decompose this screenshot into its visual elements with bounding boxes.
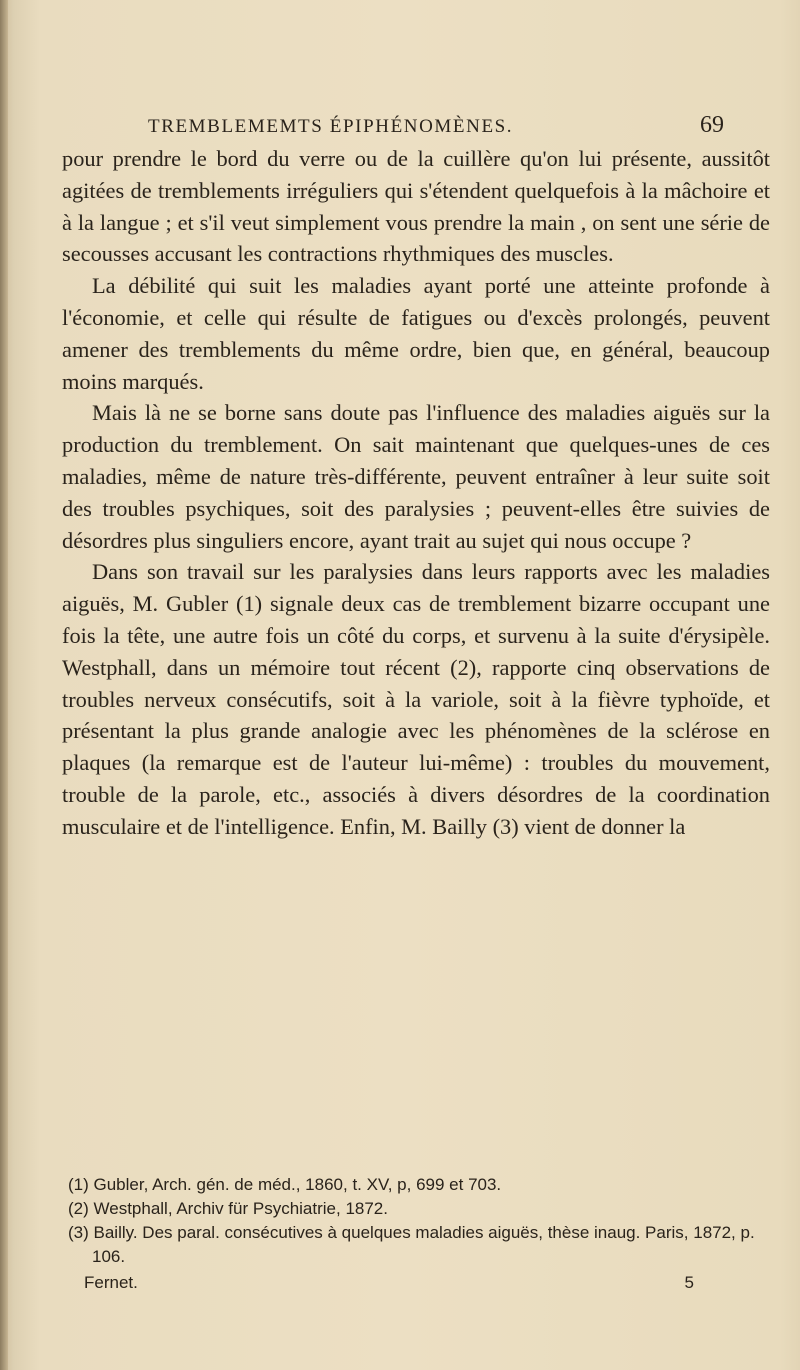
printer-signature: Fernet. — [84, 1273, 138, 1292]
footnote-1: (1) Gubler, Arch. gén. de méd., 1860, t. XV, p, 699 et 703. — [68, 1175, 502, 1194]
sheet-mark: 5 — [684, 1273, 694, 1292]
footnote-2: (2) Westphall, Archiv für Psychiatrie, 1872. — [68, 1199, 388, 1218]
footnote-3: (3) Bailly. Des paral. consécutives à quelques maladies aiguës, thèse inaug. Paris, 1872, p. 106. — [68, 1223, 755, 1266]
paragraph-continuation: pour prendre le bord du verre ou de la cuillère qu'on lui présente, aussitôt agitées de tremblements irréguliers qui s'étendent quelquefois à la mâchoire et à la langue ; et s'il veut simplement vous prendre la main , on sent une série de secousses accusant les contractions rhythmiques des muscles. — [62, 146, 770, 267]
running-title: TREMBLEMEMTS ÉPIPHÉNOMÈNES. — [148, 116, 514, 137]
footnotes — [62, 1173, 770, 1295]
paragraph-gubler: Dans son travail sur les paralysies dans leurs rapports avec les maladies aiguës, M. Gubler (1) signale deux cas de tremblement bizarre occupant une fois la tête, une autre fois un côté du corps, et survenu à la suite d'érysipèle. Westphall, dans un mémoire tout récent (2), rapporte cinq observations de troubles nerveux consécutifs, soit à la variole, soit à la fièvre typhoïde, et présentant la plus grande analogie avec les phénomènes de la sclérose en plaques (la remarque est de l'auteur lui-même) : troubles du mouvement, trouble de la parole, etc., associés à divers désordres de la coordination musculaire et de l'intelligence. Enfin, M. Bailly (3) vient de donner la — [62, 559, 770, 839]
body-text — [62, 143, 770, 843]
page-gutter-shadow — [0, 0, 8, 1370]
paragraph-influence: Mais là ne se borne sans doute pas l'influence des maladies aiguës sur la production du tremblement. On sait maintenant que quelques-unes de ces maladies, même de nature très-différente, peuvent entraîner à leur suite soit des troubles psychiques, soit des paralysies ; peuvent-elles être suivies de désordres plus singuliers encore, ayant trait au sujet qui nous occupe ? — [62, 400, 770, 553]
signature-row — [62, 1271, 694, 1295]
paragraph-debilite: La débilité qui suit les maladies ayant porté une atteinte profonde à l'économie, et celle qui résulte de fatigues ou d'excès prolongés, peuvent amener des tremblements du même ordre, bien que, en général, beaucoup moins marqués. — [62, 273, 770, 394]
page-number: 69 — [700, 112, 724, 138]
